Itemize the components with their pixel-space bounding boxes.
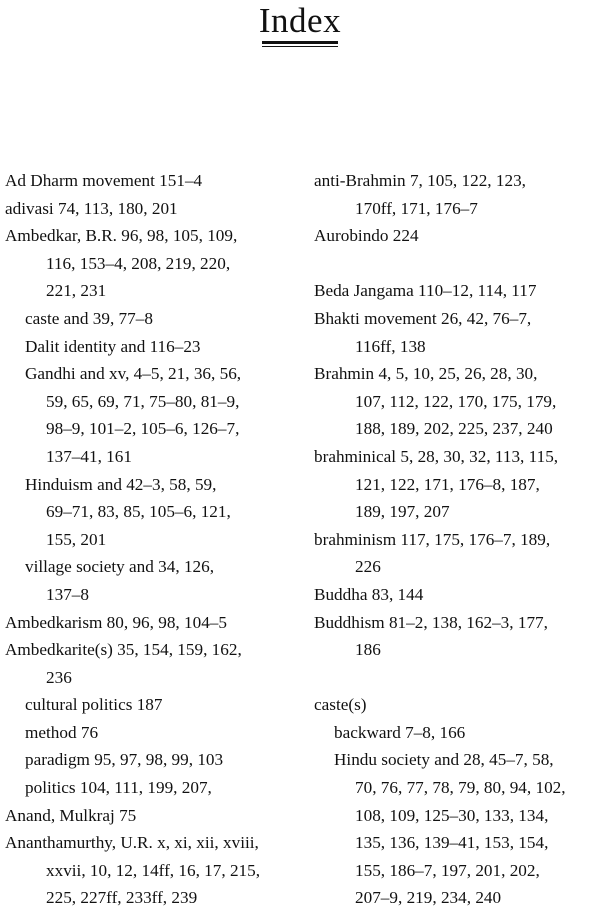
index-subentry: paradigm 95, 97, 98, 99, 103 <box>25 750 224 770</box>
index-entry: brahminism 117, 175, 176–7, 189, <box>314 529 551 549</box>
index-entry: Bhakti movement 26, 42, 76–7, <box>314 308 532 328</box>
index-continuation: 107, 112, 122, 170, 175, 179, <box>355 391 557 411</box>
index-continuation: 137–41, 161 <box>46 446 132 466</box>
index-subentry: politics 104, 111, 199, 207, <box>25 778 212 798</box>
index-continuation: 155, 201 <box>46 529 107 549</box>
index-continuation: 207–9, 219, 234, 240 <box>355 888 502 908</box>
index-continuation: 155, 186–7, 197, 201, 202, <box>355 860 540 880</box>
title-underline-thick <box>262 41 338 44</box>
title-underline-thin <box>262 46 338 47</box>
index-entry: adivasi 74, 113, 180, 201 <box>5 198 178 218</box>
index-spacer <box>314 250 600 278</box>
index-column-left <box>5 167 305 912</box>
index-entry: anti-Brahmin 7, 105, 122, 123, <box>314 171 526 190</box>
index-continuation: 135, 136, 139–41, 153, 154, <box>355 833 549 853</box>
index-continuation: 121, 122, 171, 176–8, 187, <box>355 474 540 494</box>
index-entry: Anand, Mulkraj 75 <box>5 805 137 825</box>
index-subentry: Hindu society and 28, 45–7, 58, <box>334 750 554 770</box>
index-continuation: 116ff, 138 <box>355 336 426 356</box>
index-continuation: xxvii, 10, 12, 14ff, 16, 17, 215, <box>46 860 261 880</box>
page-title: Index <box>258 1 342 40</box>
index-entry: Ambedkarite(s) 35, 154, 159, 162, <box>5 640 242 660</box>
index-continuation: 59, 65, 69, 71, 75–80, 81–9, <box>46 391 240 411</box>
index-continuation: 108, 109, 125–30, 133, 134, <box>355 805 549 825</box>
index-column-right <box>314 167 600 912</box>
index-subentry: caste and 39, 77–8 <box>25 308 153 328</box>
index-continuation: 70, 76, 77, 78, 79, 80, 94, 102, <box>355 778 566 798</box>
index-subentry: Dalit identity and 116–23 <box>25 336 201 356</box>
index-entry: Ananthamurthy, U.R. x, xi, xii, xviii, <box>5 833 259 853</box>
index-subentry: method 76 <box>25 722 99 742</box>
index-entry: Ad Dharm movement 151–4 <box>5 171 203 190</box>
index-entry: Ambedkarism 80, 96, 98, 104–5 <box>5 612 227 632</box>
index-entry: Aurobindo 224 <box>314 226 419 246</box>
index-entry: Buddhism 81–2, 138, 162–3, 177, <box>314 612 548 632</box>
index-continuation: 226 <box>355 557 381 577</box>
index-continuation: 189, 197, 207 <box>355 502 450 522</box>
index-subentry: Gandhi and xv, 4–5, 21, 36, 56, <box>25 364 242 384</box>
index-continuation: 186 <box>355 640 381 660</box>
index-continuation: 236 <box>46 667 72 687</box>
index-continuation: 225, 227ff, 233ff, 239 <box>46 888 198 908</box>
index-entry: brahminical 5, 28, 30, 32, 113, 115, <box>314 446 559 466</box>
index-continuation: 188, 189, 202, 225, 237, 240 <box>355 419 553 439</box>
index-entry: caste(s) <box>314 695 367 715</box>
index-continuation: 170ff, 171, 176–7 <box>355 198 478 218</box>
index-subentry: village society and 34, 126, <box>25 557 215 577</box>
index-continuation: 98–9, 101–2, 105–6, 126–7, <box>46 419 240 439</box>
index-subentry: Hinduism and 42–3, 58, 59, <box>25 474 217 494</box>
index-continuation: 137–8 <box>46 584 89 604</box>
index-subentry: backward 7–8, 166 <box>334 722 466 742</box>
index-continuation: 69–71, 83, 85, 105–6, 121, <box>46 502 231 522</box>
index-entry: Beda Jangama 110–12, 114, 117 <box>314 281 537 301</box>
index-continuation: 116, 153–4, 208, 219, 220, <box>46 253 231 273</box>
index-entry: Brahmin 4, 5, 10, 25, 26, 28, 30, <box>314 364 538 384</box>
index-spacer <box>314 664 600 692</box>
index-entry: Buddha 83, 144 <box>314 584 424 604</box>
index-subentry: cultural politics 187 <box>25 695 163 715</box>
index-entry: Ambedkar, B.R. 96, 98, 105, 109, <box>5 226 238 246</box>
index-continuation: 221, 231 <box>46 281 107 301</box>
